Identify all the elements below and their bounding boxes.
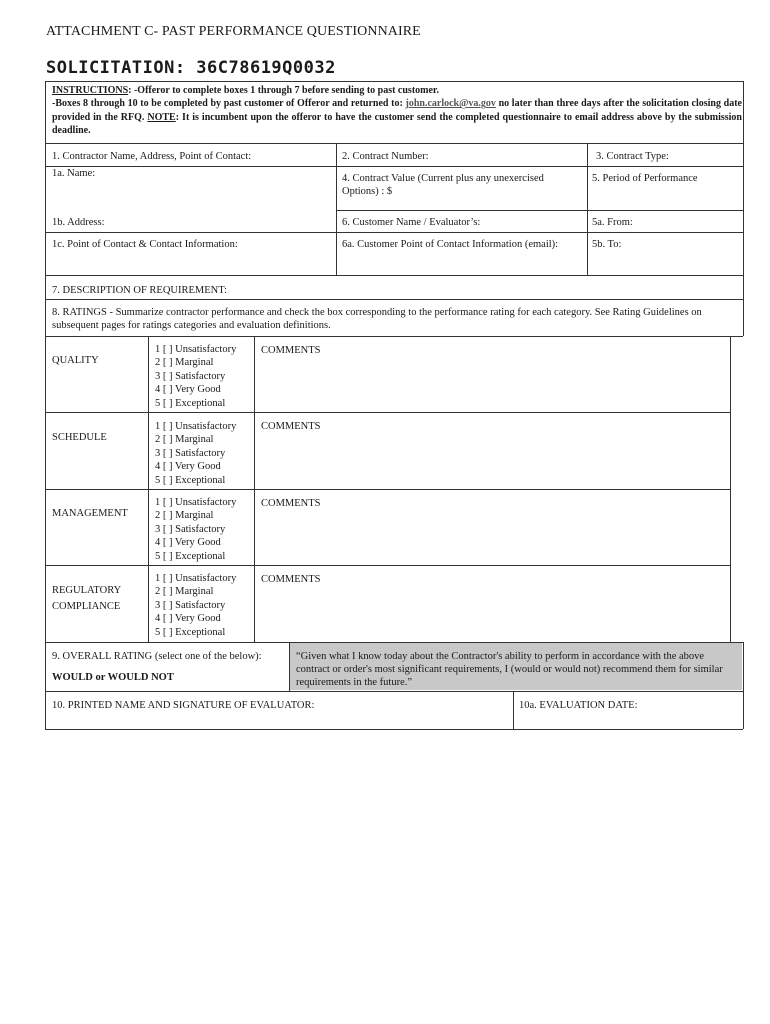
rating-option[interactable]: 2 [ ] Marginal [155,434,214,446]
instructions-line2-post: no later than three days after the solicitation closing date provided in the RFQ. [52,98,742,123]
customer-poc-field[interactable]: 6a. Customer Point of Contact Information (email): [342,239,559,250]
instructions-line1: : -Offeror to complete boxes 1 through 7 before sending to past customer. [128,85,439,96]
category-quality: QUALITY [52,355,99,366]
rating-option[interactable]: 1 [ ] Unsatisfactory [155,497,237,508]
rating-option[interactable]: 3 [ ] Satisfactory [155,447,226,459]
schedule-comments[interactable]: COMMENTS [261,421,321,432]
description-field[interactable]: 7. DESCRIPTION OF REQUIREMENT: [52,285,228,296]
instructions-line2: -Boxes 8 through 10 to be completed by past customer of Offeror and returned to: [52,98,406,110]
rating-option[interactable]: 2 [ ] Marginal [155,510,214,522]
note-label: NOTE [147,111,176,123]
solicitation-number: SOLICITATION: 36C78619Q0032 [46,58,336,78]
rating-option[interactable]: 3 [ ] Satisfactory [155,370,226,382]
contract-type-field[interactable]: 3. Contract Type: [596,151,669,162]
rating-option[interactable]: 5 [ ] Exceptional [155,550,226,562]
category-schedule: SCHEDULE [52,432,107,443]
period-to-field[interactable]: 5b. To: [592,239,622,250]
name-field[interactable]: 1a. Name: [52,168,96,179]
rating-option[interactable]: 5 [ ] Exceptional [155,474,226,486]
rating-option[interactable]: 3 [ ] Satisfactory [155,523,226,535]
quality-comments[interactable]: COMMENTS [261,345,321,356]
overall-rating-quote: “Given what I know today about the Contractor's ability to perform in accordance with the above contract or order's most significant requirements, I (would or would not) recommend them for similar requirements in the future.” [296,651,723,688]
return-email-link[interactable]: john.carlock@va.gov [405,98,496,110]
rating-option[interactable]: 5 [ ] Exceptional [155,626,226,638]
overall-rating-label: 9. OVERALL RATING (select one of the below): [52,651,262,662]
rating-option[interactable]: 1 [ ] Unsatisfactory [155,344,237,355]
rating-option[interactable]: 1 [ ] Unsatisfactory [155,573,237,584]
quality-rating-options [155,343,236,410]
contractor-field[interactable]: 1. Contractor Name, Address, Point of Contact: [52,151,252,162]
category-line: COMPLIANCE [52,601,121,612]
rating-option[interactable]: 5 [ ] Exceptional [155,397,226,409]
category-line: REGULATORY [52,585,122,596]
management-comments[interactable]: COMMENTS [261,498,321,509]
instructions-text [52,84,742,137]
management-rating-options [155,496,236,563]
regulatory-rating-options [155,572,236,639]
instructions-label: INSTRUCTIONS [52,85,129,96]
rating-option[interactable]: 4 [ ] Very Good [155,461,221,473]
customer-name-field[interactable]: 6. Customer Name / Evaluator’s: [342,217,481,228]
evaluator-signature-field[interactable]: 10. PRINTED NAME AND SIGNATURE OF EVALUATOR: [52,700,315,711]
rating-option[interactable]: 1 [ ] Unsatisfactory [155,421,237,432]
regulatory-comments[interactable]: COMMENTS [261,574,321,585]
overall-rating-choice[interactable]: WOULD or WOULD NOT [52,672,174,683]
attachment-title: ATTACHMENT C- PAST PERFORMANCE QUESTIONNAIRE [46,24,421,39]
category-regulatory-compliance [52,583,121,615]
rating-option[interactable]: 2 [ ] Marginal [155,357,214,369]
rating-option[interactable]: 4 [ ] Very Good [155,384,221,396]
period-from-field[interactable]: 5a. From: [592,217,633,228]
rating-option[interactable]: 4 [ ] Very Good [155,613,221,625]
rating-option[interactable]: 4 [ ] Very Good [155,537,221,549]
rating-option[interactable]: 2 [ ] Marginal [155,586,214,598]
address-field[interactable]: 1b. Address: [52,217,105,228]
category-management: MANAGEMENT [52,508,128,519]
note-text: : It is incumbent upon the offeror to have the customer send the completed questionnaire to email address above by the submission deadline. [52,111,742,136]
point-of-contact-field[interactable]: 1c. Point of Contact & Contact Information: [52,239,238,250]
evaluation-date-field[interactable]: 10a. EVALUATION DATE: [519,700,638,711]
contract-value-field[interactable]: 4. Contract Value (Current plus any unexercised Options) : $ [342,173,544,197]
schedule-rating-options [155,420,236,487]
rating-option[interactable]: 3 [ ] Satisfactory [155,599,226,611]
ratings-intro: 8. RATINGS - Summarize contractor performance and check the box corresponding to the performance rating for each category. See Rating Guidelines on subsequent pages for ratings categories and evaluation definitions. [52,307,702,331]
period-of-performance-field[interactable]: 5. Period of Performance [592,173,698,184]
contract-number-field[interactable]: 2. Contract Number: [342,151,429,162]
